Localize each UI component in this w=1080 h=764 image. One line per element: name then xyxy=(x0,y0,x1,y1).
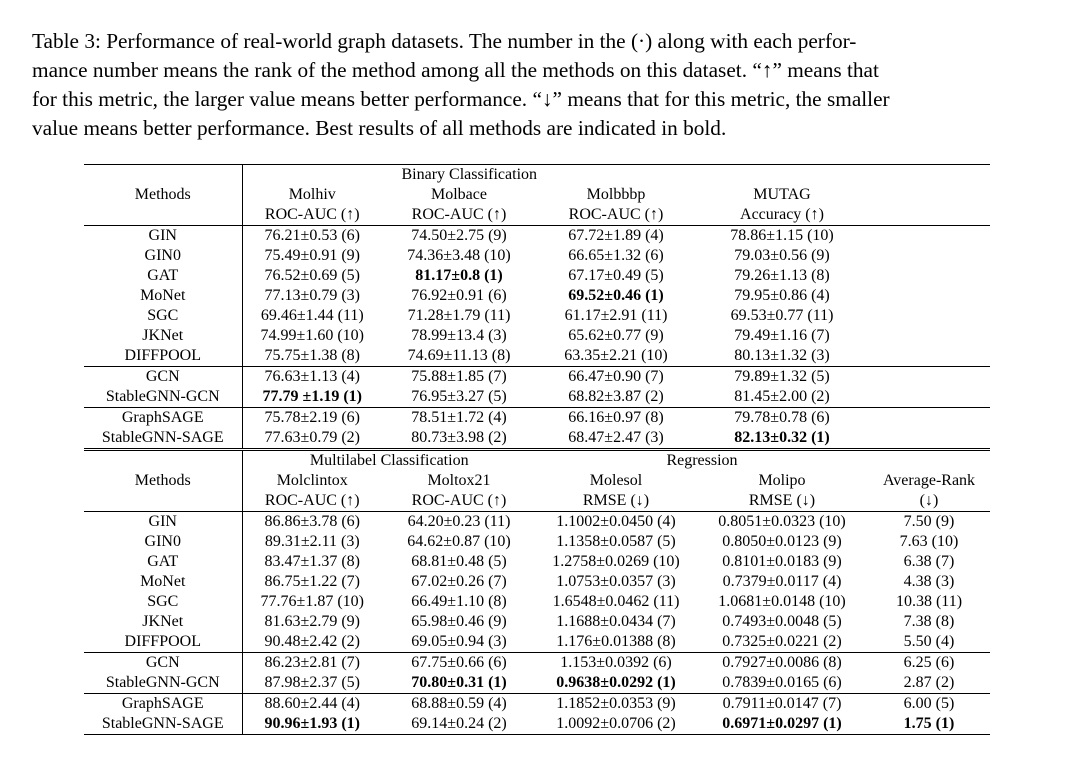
result-cell: 90.96±1.93 (1) xyxy=(242,714,382,735)
group-header-row xyxy=(84,165,990,186)
table-row xyxy=(84,306,990,326)
result-cell: 81.45±2.00 (2) xyxy=(734,388,830,405)
result-cell: 1.0681±0.0148 (10) xyxy=(718,593,846,610)
table-row xyxy=(84,408,990,429)
group-label-multilabel: Multilabel Classification xyxy=(242,450,536,472)
result-cell: 78.99±13.4 (3) xyxy=(411,327,507,344)
result-cell: 70.80±0.31 (1) xyxy=(411,674,507,691)
result-cell: 1.6548±0.0462 (11) xyxy=(552,593,680,610)
method-name: GIN xyxy=(84,226,242,247)
table-row xyxy=(84,572,990,592)
result-cell: 66.49±1.10 (8) xyxy=(411,593,507,610)
metric-header: (↓) xyxy=(919,492,939,509)
result-cell: 1.1688±0.0434 (7) xyxy=(556,613,676,630)
caption-line: value means better performance. Best results of all methods are indicated in bold. xyxy=(32,116,727,140)
result-cell: 66.47±0.90 (7) xyxy=(536,367,696,388)
result-cell: 79.78±0.78 (6) xyxy=(696,408,868,429)
empty-cell xyxy=(868,286,990,306)
group-label-binary: Binary Classification xyxy=(242,165,696,186)
result-cell: 10.38 (11) xyxy=(895,593,963,610)
result-cell: 63.35±2.21 (10) xyxy=(564,347,668,364)
result-cell: 61.17±2.91 (11) xyxy=(564,307,668,324)
table-row xyxy=(84,346,990,367)
column-header: MUTAG xyxy=(753,186,811,203)
method-name: JKNet xyxy=(84,612,242,632)
group-label-regression: Regression xyxy=(536,450,868,472)
method-name: JKNet xyxy=(84,326,242,346)
result-cell: 0.7325±0.0221 (2) xyxy=(722,633,842,650)
method-name: GAT xyxy=(84,552,242,572)
result-cell: 1.153±0.0392 (6) xyxy=(536,653,696,674)
column-header: Moltox21 xyxy=(427,472,491,489)
metric-header: RMSE (↓) xyxy=(582,492,650,509)
result-cell: 79.89±1.32 (5) xyxy=(696,367,868,388)
result-cell: 64.20±0.23 (11) xyxy=(382,512,536,533)
result-cell: 69.14±0.24 (2) xyxy=(382,714,536,735)
empty-cell xyxy=(868,367,990,388)
result-cell: 7.50 (9) xyxy=(868,512,990,533)
result-cell: 75.78±2.19 (6) xyxy=(242,408,382,429)
result-cell: 68.82±3.87 (2) xyxy=(568,388,664,405)
metric-header: Accuracy (↑) xyxy=(740,206,824,223)
result-cell: 75.75±1.38 (8) xyxy=(264,347,360,364)
method-name: StableGNN-SAGE xyxy=(84,714,242,735)
column-header: Molesol xyxy=(589,472,643,489)
result-cell: 80.13±1.32 (3) xyxy=(734,347,830,364)
result-cell: 1.1852±0.0353 (9) xyxy=(536,694,696,715)
result-cell: 0.7927±0.0086 (8) xyxy=(696,653,868,674)
empty-cell xyxy=(868,326,990,346)
result-cell: 76.92±0.91 (6) xyxy=(411,287,507,304)
result-cell: 1.0092±0.0706 (2) xyxy=(536,714,696,735)
result-cell: 77.76±1.87 (10) xyxy=(260,593,364,610)
table-caption xyxy=(32,27,1052,143)
column-name-row xyxy=(84,185,990,205)
result-cell: 64.62±0.87 (10) xyxy=(407,533,511,550)
result-cell: 66.65±1.32 (6) xyxy=(568,247,664,264)
result-cell: 6.00 (5) xyxy=(868,694,990,715)
column-header: Average-Rank xyxy=(882,472,976,489)
empty-cell xyxy=(868,185,990,205)
table-row xyxy=(84,653,990,674)
empty-cell xyxy=(868,266,990,286)
result-cell: 71.28±1.79 (11) xyxy=(407,307,511,324)
result-cell: 1.75 (1) xyxy=(868,714,990,735)
table-row xyxy=(84,387,990,408)
method-name: StableGNN-GCN xyxy=(84,387,242,408)
column-header: Molbbbp xyxy=(586,186,646,203)
result-cell: 74.36±3.48 (10) xyxy=(407,247,511,264)
table-row xyxy=(84,592,990,612)
result-cell: 86.75±1.22 (7) xyxy=(264,573,360,590)
table-row xyxy=(84,428,990,450)
empty-cell xyxy=(696,165,868,186)
method-name: SGC xyxy=(84,306,242,326)
table-row xyxy=(84,714,990,735)
result-cell: 74.50±2.75 (9) xyxy=(382,226,536,247)
method-name: StableGNN-GCN xyxy=(84,673,242,694)
method-name: GraphSAGE xyxy=(84,408,242,429)
result-cell: 0.7839±0.0165 (6) xyxy=(722,674,842,691)
result-cell: 79.95±0.86 (4) xyxy=(734,287,830,304)
table-row xyxy=(84,632,990,653)
result-cell: 75.49±0.91 (9) xyxy=(264,247,360,264)
methods-header-blank xyxy=(84,205,242,226)
result-cell: 0.7911±0.0147 (7) xyxy=(696,694,868,715)
result-cell: 76.63±1.13 (4) xyxy=(242,367,382,388)
column-header: Molclintox xyxy=(276,472,348,489)
empty-cell xyxy=(868,408,990,429)
result-cell: 69.53±0.77 (11) xyxy=(730,307,834,324)
result-cell: 75.88±1.85 (7) xyxy=(382,367,536,388)
result-cell: 88.60±2.44 (4) xyxy=(242,694,382,715)
empty-cell xyxy=(868,205,990,226)
result-cell: 82.13±0.32 (1) xyxy=(734,429,830,446)
result-cell: 69.05±0.94 (3) xyxy=(411,633,507,650)
method-name: MoNet xyxy=(84,286,242,306)
result-cell: 80.73±3.98 (2) xyxy=(411,429,507,446)
result-cell: 74.99±1.60 (10) xyxy=(260,327,364,344)
result-cell: 7.38 (8) xyxy=(903,613,955,630)
result-cell: 5.50 (4) xyxy=(903,633,955,650)
result-cell: 78.86±1.15 (10) xyxy=(696,226,868,247)
metric-header: ROC-AUC (↑) xyxy=(411,492,507,509)
metric-row xyxy=(84,491,990,512)
empty-cell xyxy=(868,387,990,408)
method-name: GIN xyxy=(84,512,242,533)
result-cell: 90.48±2.42 (2) xyxy=(264,633,360,650)
method-name: GraphSAGE xyxy=(84,694,242,715)
empty-cell xyxy=(868,246,990,266)
result-cell: 76.52±0.69 (5) xyxy=(264,267,360,284)
method-name: SGC xyxy=(84,592,242,612)
metric-header: RMSE (↓) xyxy=(748,492,816,509)
table-row xyxy=(84,367,990,388)
result-cell: 67.02±0.26 (7) xyxy=(411,573,507,590)
methods-header-blank xyxy=(84,165,242,186)
method-name: GCN xyxy=(84,367,242,388)
methods-header: Methods xyxy=(84,471,242,491)
result-cell: 65.98±0.46 (9) xyxy=(411,613,507,630)
result-cell: 74.69±11.13 (8) xyxy=(407,347,511,364)
result-cell: 79.03±0.56 (9) xyxy=(734,247,830,264)
result-cell: 0.8101±0.0183 (9) xyxy=(722,553,842,570)
result-cell: 67.75±0.66 (6) xyxy=(382,653,536,674)
result-cell: 81.63±2.79 (9) xyxy=(264,613,360,630)
empty-cell xyxy=(868,450,990,472)
result-cell: 0.8050±0.0123 (9) xyxy=(722,533,842,550)
table-row xyxy=(84,246,990,266)
table-row xyxy=(84,326,990,346)
column-header: Molipo xyxy=(758,472,806,489)
column-header: Molbace xyxy=(431,186,487,203)
result-cell: 1.0753±0.0357 (3) xyxy=(556,573,676,590)
method-name: GCN xyxy=(84,653,242,674)
result-cell: 1.1002±0.0450 (4) xyxy=(536,512,696,533)
results-table-wrapper xyxy=(84,164,990,735)
result-cell: 76.95±3.27 (5) xyxy=(411,388,507,405)
table-row xyxy=(84,512,990,533)
empty-cell xyxy=(868,346,990,367)
result-cell: 0.7379±0.0117 (4) xyxy=(722,573,842,590)
result-cell: 66.16±0.97 (8) xyxy=(536,408,696,429)
result-cell: 76.21±0.53 (6) xyxy=(242,226,382,247)
method-name: DIFFPOOL xyxy=(84,632,242,653)
table-row xyxy=(84,286,990,306)
result-cell: 6.25 (6) xyxy=(868,653,990,674)
results-table xyxy=(84,164,990,735)
result-cell: 1.176±0.01388 (8) xyxy=(556,633,676,650)
result-cell: 81.17±0.8 (1) xyxy=(415,267,503,284)
method-name: MoNet xyxy=(84,572,242,592)
result-cell: 0.9638±0.0292 (1) xyxy=(556,674,676,691)
empty-cell xyxy=(868,226,990,247)
result-cell: 89.31±2.11 (3) xyxy=(264,533,360,550)
result-cell: 68.88±0.59 (4) xyxy=(382,694,536,715)
caption-line: mance number means the rank of the method among all the methods on this dataset. “↑” means that xyxy=(32,58,879,82)
table-row xyxy=(84,694,990,715)
result-cell: 83.47±1.37 (8) xyxy=(264,553,360,570)
result-cell: 69.52±0.46 (1) xyxy=(568,287,664,304)
result-cell: 67.17±0.49 (5) xyxy=(568,267,664,284)
result-cell: 87.98±2.37 (5) xyxy=(264,674,360,691)
result-cell: 1.2758±0.0269 (10) xyxy=(552,553,680,570)
result-cell: 67.72±1.89 (4) xyxy=(536,226,696,247)
result-cell: 0.7493±0.0048 (5) xyxy=(722,613,842,630)
result-cell: 78.51±1.72 (4) xyxy=(382,408,536,429)
result-cell: 77.13±0.79 (3) xyxy=(264,287,360,304)
result-cell: 69.46±1.44 (11) xyxy=(260,307,364,324)
result-cell: 79.49±1.16 (7) xyxy=(734,327,830,344)
result-cell: 7.63 (10) xyxy=(899,533,959,550)
metric-header: ROC-AUC (↑) xyxy=(411,206,507,223)
result-cell: 6.38 (7) xyxy=(903,553,955,570)
result-cell: 68.47±2.47 (3) xyxy=(568,429,664,446)
table-row xyxy=(84,552,990,572)
metric-row xyxy=(84,205,990,226)
metric-header: ROC-AUC (↑) xyxy=(568,206,664,223)
result-cell: 2.87 (2) xyxy=(903,674,955,691)
methods-header-blank xyxy=(84,491,242,512)
result-cell: 65.62±0.77 (9) xyxy=(568,327,664,344)
group-header-row xyxy=(84,450,990,472)
column-header: Molhiv xyxy=(288,186,336,203)
caption-line: Table 3: Performance of real-world graph datasets. The number in the (·) along with each perfor- xyxy=(32,29,857,53)
metric-header: ROC-AUC (↑) xyxy=(264,492,360,509)
table-row xyxy=(84,532,990,552)
result-cell: 68.81±0.48 (5) xyxy=(411,553,507,570)
method-name: DIFFPOOL xyxy=(84,346,242,367)
metric-header: ROC-AUC (↑) xyxy=(264,206,360,223)
result-cell: 4.38 (3) xyxy=(903,573,955,590)
result-cell: 86.86±3.78 (6) xyxy=(242,512,382,533)
table-row xyxy=(84,612,990,632)
result-cell: 1.1358±0.0587 (5) xyxy=(556,533,676,550)
method-name: GIN0 xyxy=(84,246,242,266)
result-cell: 86.23±2.81 (7) xyxy=(242,653,382,674)
empty-cell xyxy=(868,306,990,326)
result-cell: 79.26±1.13 (8) xyxy=(734,267,830,284)
methods-header: Methods xyxy=(84,185,242,205)
method-name: StableGNN-SAGE xyxy=(84,428,242,450)
table-row xyxy=(84,673,990,694)
method-name: GIN0 xyxy=(84,532,242,552)
method-name: GAT xyxy=(84,266,242,286)
column-name-row xyxy=(84,471,990,491)
table-row xyxy=(84,266,990,286)
table-row xyxy=(84,226,990,247)
result-cell: 0.8051±0.0323 (10) xyxy=(696,512,868,533)
empty-cell xyxy=(868,428,990,450)
result-cell: 77.79 ±1.19 (1) xyxy=(262,388,362,405)
empty-cell xyxy=(868,165,990,186)
caption-line: for this metric, the larger value means better performance. “↓” means that for this metric, the smaller xyxy=(32,87,890,111)
result-cell: 77.63±0.79 (2) xyxy=(264,429,360,446)
result-cell: 0.6971±0.0297 (1) xyxy=(696,714,868,735)
methods-header-blank xyxy=(84,450,242,472)
